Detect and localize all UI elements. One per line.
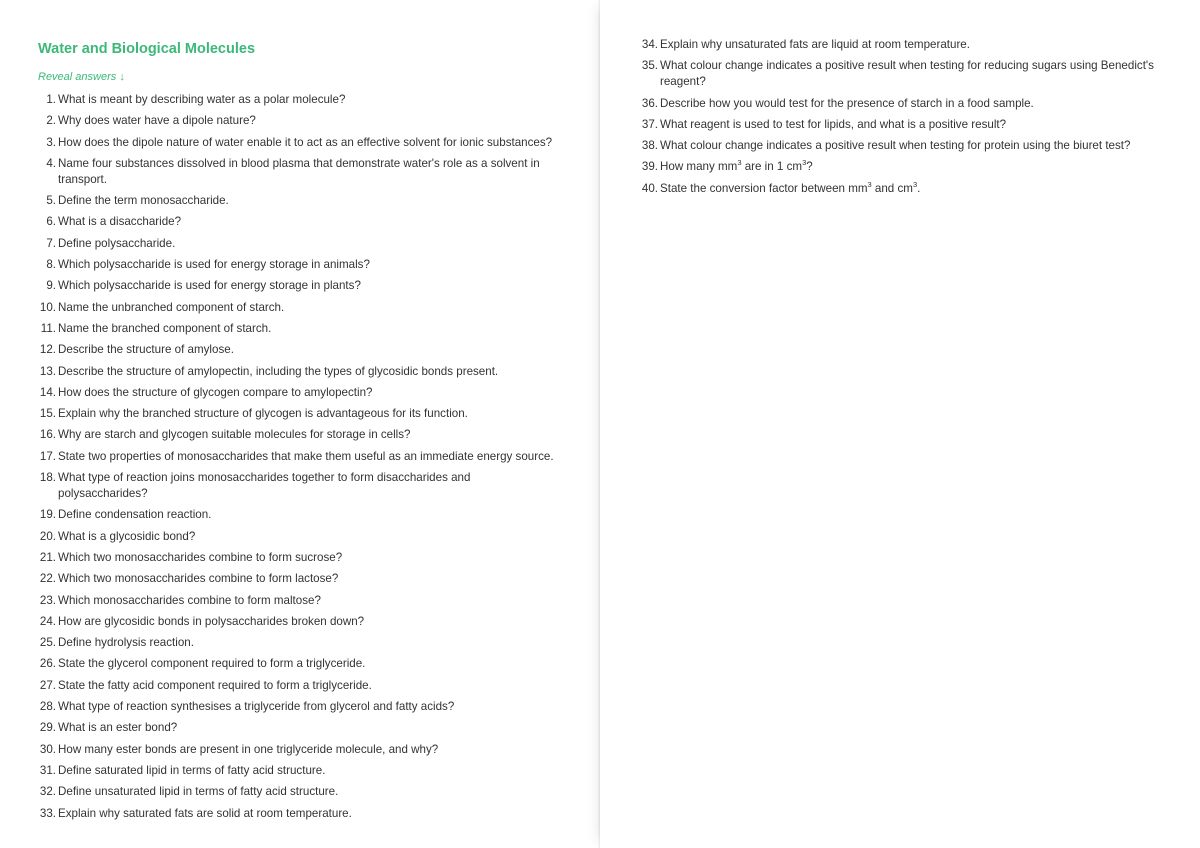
question-number: 2.: [46, 114, 56, 128]
question-text: Define unsaturated lipid in terms of fatty acid structure.: [58, 785, 339, 799]
question-text-part: are in 1 cm: [741, 160, 803, 174]
question-number: 34.: [641, 38, 658, 51]
question-text: What is a glycosidic bond?: [58, 529, 196, 543]
question-item: [38, 699, 562, 715]
question-number: 1.: [46, 93, 56, 106]
question-number: 16.: [39, 428, 56, 442]
question-number: 37.: [641, 117, 658, 131]
question-number: 24.: [39, 614, 56, 628]
question-number: 4.: [46, 156, 56, 170]
question-text: Define the term monosaccharide.: [58, 194, 229, 208]
question-number: 22.: [39, 572, 56, 586]
question-text: How are glycosidic bonds in polysaccharides broken down?: [58, 614, 365, 628]
question-number: 9.: [46, 279, 56, 293]
question-text: How many ester bonds are present in one triglyceride molecule, and why?: [58, 742, 439, 756]
question-text: Define polysaccharide.: [58, 236, 176, 250]
question-item: [640, 37, 1160, 53]
question-text: Explain why saturated fats are solid at room temperature.: [58, 806, 352, 820]
question-text-part: and cm: [871, 181, 913, 195]
question-text: Name the branched component of starch.: [58, 321, 272, 335]
question-text: What colour change indicates a positive result when testing for protein using the biuret test?: [660, 139, 1131, 153]
question-number: 21.: [39, 550, 56, 564]
question-text: What reagent is used to test for lipids, and what is a positive result?: [660, 117, 1007, 131]
question-item: [38, 806, 562, 822]
page-title: Water and Biological Molecules: [38, 41, 256, 57]
question-text: How does the dipole nature of water enable it to act as an effective solvent for ionic substances?: [58, 135, 553, 149]
question-item: [38, 507, 562, 523]
question-item: [38, 385, 562, 401]
question-text: What type of reaction joins monosaccharides together to form disaccharides and polysaccharides?: [58, 471, 471, 501]
question-item: [640, 96, 1160, 112]
question-item: [38, 614, 562, 630]
question-number: 19.: [39, 508, 56, 522]
question-item: [38, 784, 562, 800]
question-number: 10.: [39, 300, 56, 314]
question-number: 18.: [39, 471, 56, 485]
question-item: [38, 156, 562, 188]
question-item: [38, 321, 562, 337]
question-text: Why does water have a dipole nature?: [58, 114, 256, 128]
question-item: [38, 113, 562, 129]
question-text: Explain why the branched structure of glycogen is advantageous for its function.: [58, 407, 468, 421]
question-item: [38, 571, 562, 587]
question-text: Why are starch and glycogen suitable molecules for storage in cells?: [58, 428, 411, 442]
question-number: 6.: [46, 215, 56, 229]
question-text-part: .: [917, 181, 921, 195]
question-text: Which polysaccharide is used for energy storage in animals?: [58, 258, 370, 272]
question-item: [38, 720, 562, 736]
question-number: 23.: [39, 593, 56, 607]
question-item: [38, 656, 562, 672]
question-item: [38, 92, 562, 108]
question-item: [38, 449, 562, 465]
question-item: [38, 678, 562, 694]
question-item: [38, 470, 562, 502]
question-number: 33.: [39, 806, 56, 820]
question-text: State the fatty acid component required to form a triglyceride.: [58, 678, 372, 692]
question-item: [38, 635, 562, 651]
question-list-left: [38, 92, 562, 822]
question-text: What type of reaction synthesises a triglyceride from glycerol and fatty acids?: [58, 700, 455, 714]
question-text: Which polysaccharide is used for energy storage in plants?: [58, 279, 361, 293]
question-number: 27.: [39, 678, 56, 692]
superscript: 3: [912, 179, 918, 189]
superscript: 3: [867, 179, 872, 189]
question-number: 30.: [39, 742, 56, 756]
question-text: Define condensation reaction.: [58, 508, 212, 522]
question-number: 7.: [46, 236, 56, 250]
question-number: 35.: [641, 59, 658, 73]
question-text: What is a disaccharide?: [58, 215, 182, 229]
question-text: State two properties of monosaccharides that make them useful as an immediate energy source.: [58, 449, 554, 463]
question-text: Which two monosaccharides combine to form lactose?: [58, 572, 339, 586]
question-item: [38, 193, 562, 209]
question-list-right: [640, 37, 1160, 197]
question-number: 13.: [39, 364, 56, 378]
question-number: 5.: [46, 194, 56, 208]
superscript: 3: [737, 158, 742, 168]
question-item: [38, 300, 562, 316]
question-text: Explain why unsaturated fats are liquid at room temperature.: [660, 38, 970, 51]
question-number: 29.: [39, 721, 56, 735]
question-number: 25.: [39, 636, 56, 650]
question-item: [38, 427, 562, 443]
question-number: 12.: [39, 343, 56, 357]
question-item: [640, 181, 1160, 197]
question-number: 17.: [39, 449, 56, 463]
question-item: [38, 529, 562, 545]
question-text: Which two monosaccharides combine to form sucrose?: [58, 550, 343, 564]
reveal-answers-link[interactable]: Reveal answers ↓: [38, 71, 125, 83]
question-item: [38, 763, 562, 779]
question-item: [640, 58, 1160, 90]
question-text: Describe the structure of amylose.: [58, 343, 234, 357]
question-text: Define hydrolysis reaction.: [58, 636, 194, 650]
question-number: 28.: [39, 700, 56, 714]
question-item: [38, 236, 562, 252]
question-text-part: State the conversion factor between mm: [660, 181, 868, 195]
question-item: [38, 406, 562, 422]
question-number: 20.: [39, 529, 56, 543]
question-text: [660, 160, 813, 173]
question-item: [38, 550, 562, 566]
question-item: [38, 593, 562, 609]
question-text: Define saturated lipid in terms of fatty acid structure.: [58, 763, 326, 777]
question-item: [640, 159, 1160, 175]
question-text: What is an ester bond?: [58, 721, 178, 735]
question-text: [660, 179, 921, 195]
question-item: [640, 117, 1160, 133]
question-number: 40.: [641, 181, 658, 195]
question-item: [640, 138, 1160, 154]
question-number: 11.: [40, 321, 56, 335]
question-number: 3.: [46, 135, 56, 149]
question-number: 38.: [641, 139, 658, 153]
question-number: 14.: [39, 385, 56, 399]
question-number: 36.: [641, 96, 658, 110]
question-item: [38, 342, 562, 358]
question-text: Describe the structure of amylopectin, including the types of glycosidic bonds present.: [58, 364, 499, 378]
question-text: Describe how you would test for the presence of starch in a food sample.: [660, 96, 1034, 110]
question-text: Which monosaccharides combine to form maltose?: [58, 593, 321, 607]
question-number: 39.: [641, 160, 658, 174]
question-number: 31.: [39, 763, 56, 777]
question-number: 15.: [39, 407, 56, 421]
question-number: 8.: [46, 258, 56, 272]
question-text: How does the structure of glycogen compare to amylopectin?: [58, 385, 373, 399]
question-number: 26.: [39, 657, 56, 671]
question-text-part: How many mm: [660, 160, 738, 174]
question-item: [38, 278, 562, 294]
question-text-part: ?: [806, 160, 813, 174]
question-item: [38, 364, 562, 380]
question-number: 32.: [39, 785, 56, 799]
superscript: 3: [802, 158, 807, 168]
question-text: Name four substances dissolved in blood plasma that demonstrate water's role as a solvent in transport.: [58, 156, 540, 186]
right-page: [600, 0, 1200, 848]
question-item: [38, 257, 562, 273]
question-text: State the glycerol component required to form a triglyceride.: [58, 657, 366, 671]
question-item: [38, 742, 562, 758]
question-text: What is meant by describing water as a polar molecule?: [58, 93, 346, 106]
question-text: What colour change indicates a positive result when testing for reducing sugars using Benedict's reagent?: [660, 59, 1154, 89]
question-item: [38, 214, 562, 230]
question-text: Name the unbranched component of starch.: [58, 300, 285, 314]
question-item: [38, 135, 562, 151]
